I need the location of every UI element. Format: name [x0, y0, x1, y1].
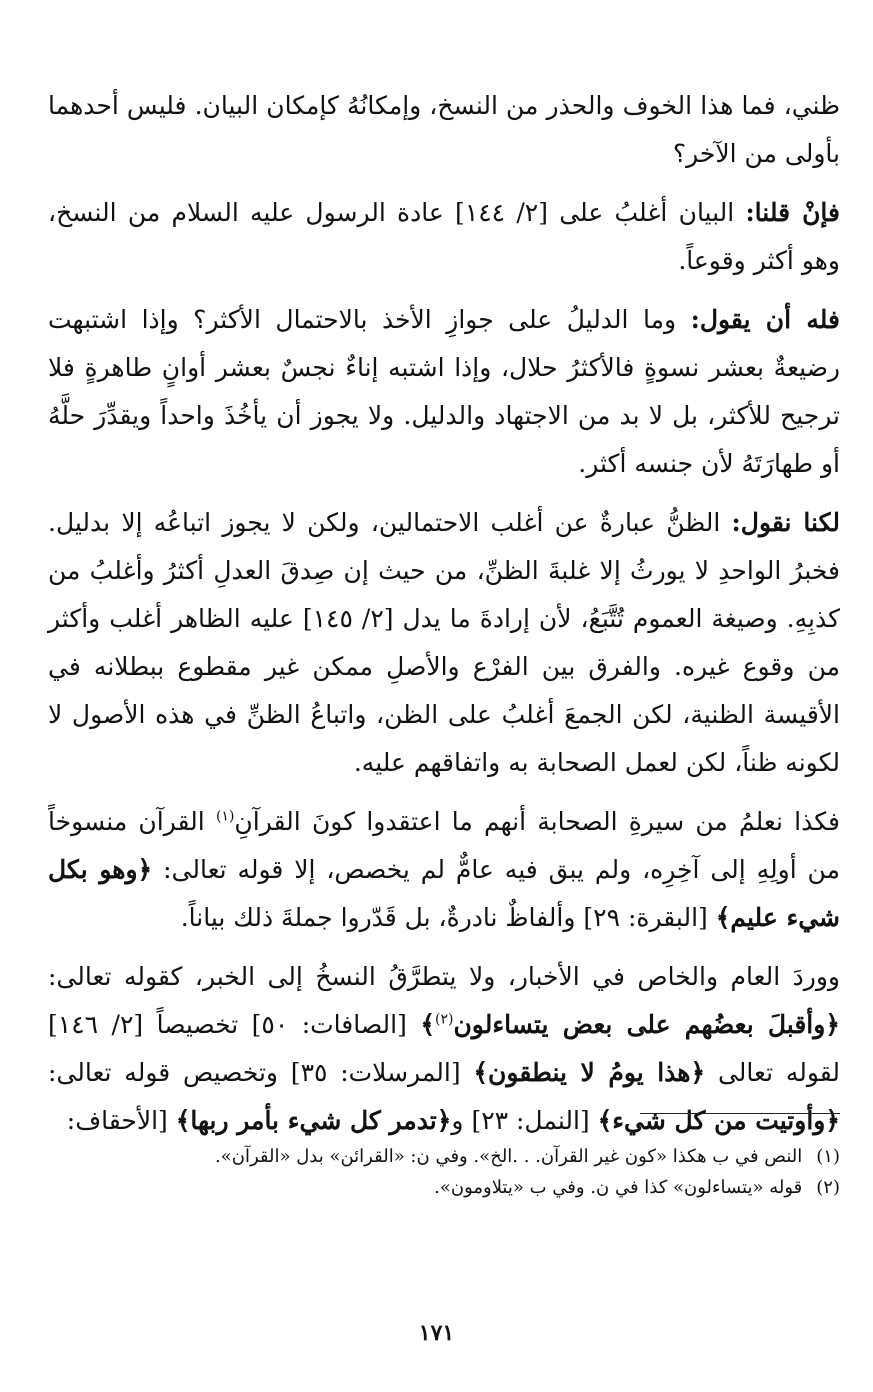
paragraph-text: وما الدليلُ على جوازِ الأخذ بالاحتمال الأكثر؟ وإذا اشتبهت رضيعةٌ بعشر نسوةٍ فالأكثرُ حلال، وإذا اشتبه إناءٌ نجسٌ بعشر أوانٍ طاهرةٍ فلا ترجيح للأكثر، بل لا بد من الاجتهاد والدليل. ولا يجوز أن يأخُذَ واحداً ويقدِّرَ حلَّهُ أو طهارَتَهُ لأن جنسه أكثر. [48, 305, 840, 478]
footnotes [48, 1141, 840, 1203]
footnote-2 [48, 1172, 840, 1203]
quran-quote: ﴿هذا يومُ لا ينطقون﴾ [473, 1058, 706, 1087]
footnote-text: قوله «يتساءلون» كذا في ن. وفي ب «يتلاومون». [434, 1177, 803, 1198]
paragraph-text: [الأحقاف: [66, 1106, 176, 1135]
paragraph-5 [48, 798, 840, 942]
lead-phrase: فإنْ قلنا: [745, 198, 840, 227]
quran-quote: ﴿وأوتيت من كل شيء﴾ [597, 1106, 840, 1135]
quran-quote: ﴿تدمر كل شيء بأمر ربها﴾ [175, 1106, 452, 1135]
paragraph-2 [48, 189, 840, 285]
quran-quote: ﴿وأقبلَ بعضُهم على بعض يتساءلون [453, 1010, 840, 1039]
footnote-marker-1[interactable]: (١) [215, 808, 235, 825]
paragraph-text: البيان أغلبُ على [٢/ ١٤٤] عادة الرسول عليه السلام من النسخ، وهو أكثر وقوعاً. [48, 198, 840, 275]
lead-phrase: فله أن يقول: [690, 305, 840, 334]
paragraph-text: [النمل: ٢٣] و [451, 1106, 598, 1135]
quran-quote: ﴿وهو بكل شيء عليم﴾ [48, 855, 840, 932]
footnote-number: (١) [816, 1146, 840, 1167]
main-text [48, 82, 840, 1156]
paragraph-text: الظنُّ عبارةٌ عن أغلب الاحتمالين، ولكن لا يجوز اتباعُه إلا بدليل. فخبرُ الواحدِ لا يورثُ إلا غلبةَ الظنِّ، من حيث إن صِدقَ العدلِ أكثرُ وأغلبُ من كذبِهِ. وصيغة العموم تُتَّبَعُ، لأن إرادةَ ما يدل [٢/ ١٤٥] عليه الظاهر أغلب وأكثر من وقوع غيره. والفرق بين الفرْع والأصلِ ممكن غير مقطوع ببطلانه في الأقيسة الظنية، لكن الجمعَ أغلبُ على الظن، واتباعُ الظنِّ في هذه الأصول لا لكونه ظناً، لكن لعمل الصحابة به واتفاقهم عليه. [48, 508, 840, 777]
paragraph-text: القرآن منسوخاً من أولِهِ إلى آخِرِه، ولم يبق فيه عامٌّ لم يخصص، إلا قوله تعالى: [48, 807, 840, 884]
page-number: ١٧١ [418, 1320, 455, 1346]
footnote-divider [640, 1113, 840, 1114]
paragraph-text: [المرسلات: ٣٥] وتخصيص قوله تعالى: [48, 1058, 474, 1087]
paragraph-4 [48, 499, 840, 787]
footnote-marker-2[interactable]: (٢) [434, 1011, 454, 1028]
paragraph-text: ووردَ العام والخاص في الأخبار، ولا يتطرَّقُ النسخُ إلى الخبر، كقوله تعالى: [48, 962, 840, 991]
footnote-text: النص في ب هكذا «كون غير القرآن. . .الخ». وفي ن: «القرائن» بدل «القرآن». [214, 1146, 803, 1167]
paragraph-text: [البقرة: ٢٩] وألفاظٌ نادرةٌ، بل قَدّروا جملةَ ذلك بياناً. [180, 903, 716, 932]
lead-phrase: لكنا نقول: [731, 508, 841, 537]
quran-quote-close: ﴾ [420, 1010, 435, 1039]
paragraph-1 [48, 82, 840, 178]
paragraph-text: [الصافات: ٥٠] تخصيصاً [٢/ ١٤٦] لقوله تعالى [48, 1010, 841, 1087]
paragraph-3 [48, 296, 840, 488]
footnote-1 [48, 1141, 840, 1172]
paragraph-6 [48, 953, 840, 1145]
paragraph-text: ظني، فما هذا الخوف والحذر من النسخ، وإمكانُهُ كإمكان البيان. فليس أحدهما بأولى من الآخر؟ [48, 91, 840, 168]
footnote-number: (٢) [816, 1177, 840, 1198]
paragraph-text: فكذا نعلمُ من سيرةِ الصحابة أنهم ما اعتقدوا كونَ القرآنِ [234, 807, 840, 836]
